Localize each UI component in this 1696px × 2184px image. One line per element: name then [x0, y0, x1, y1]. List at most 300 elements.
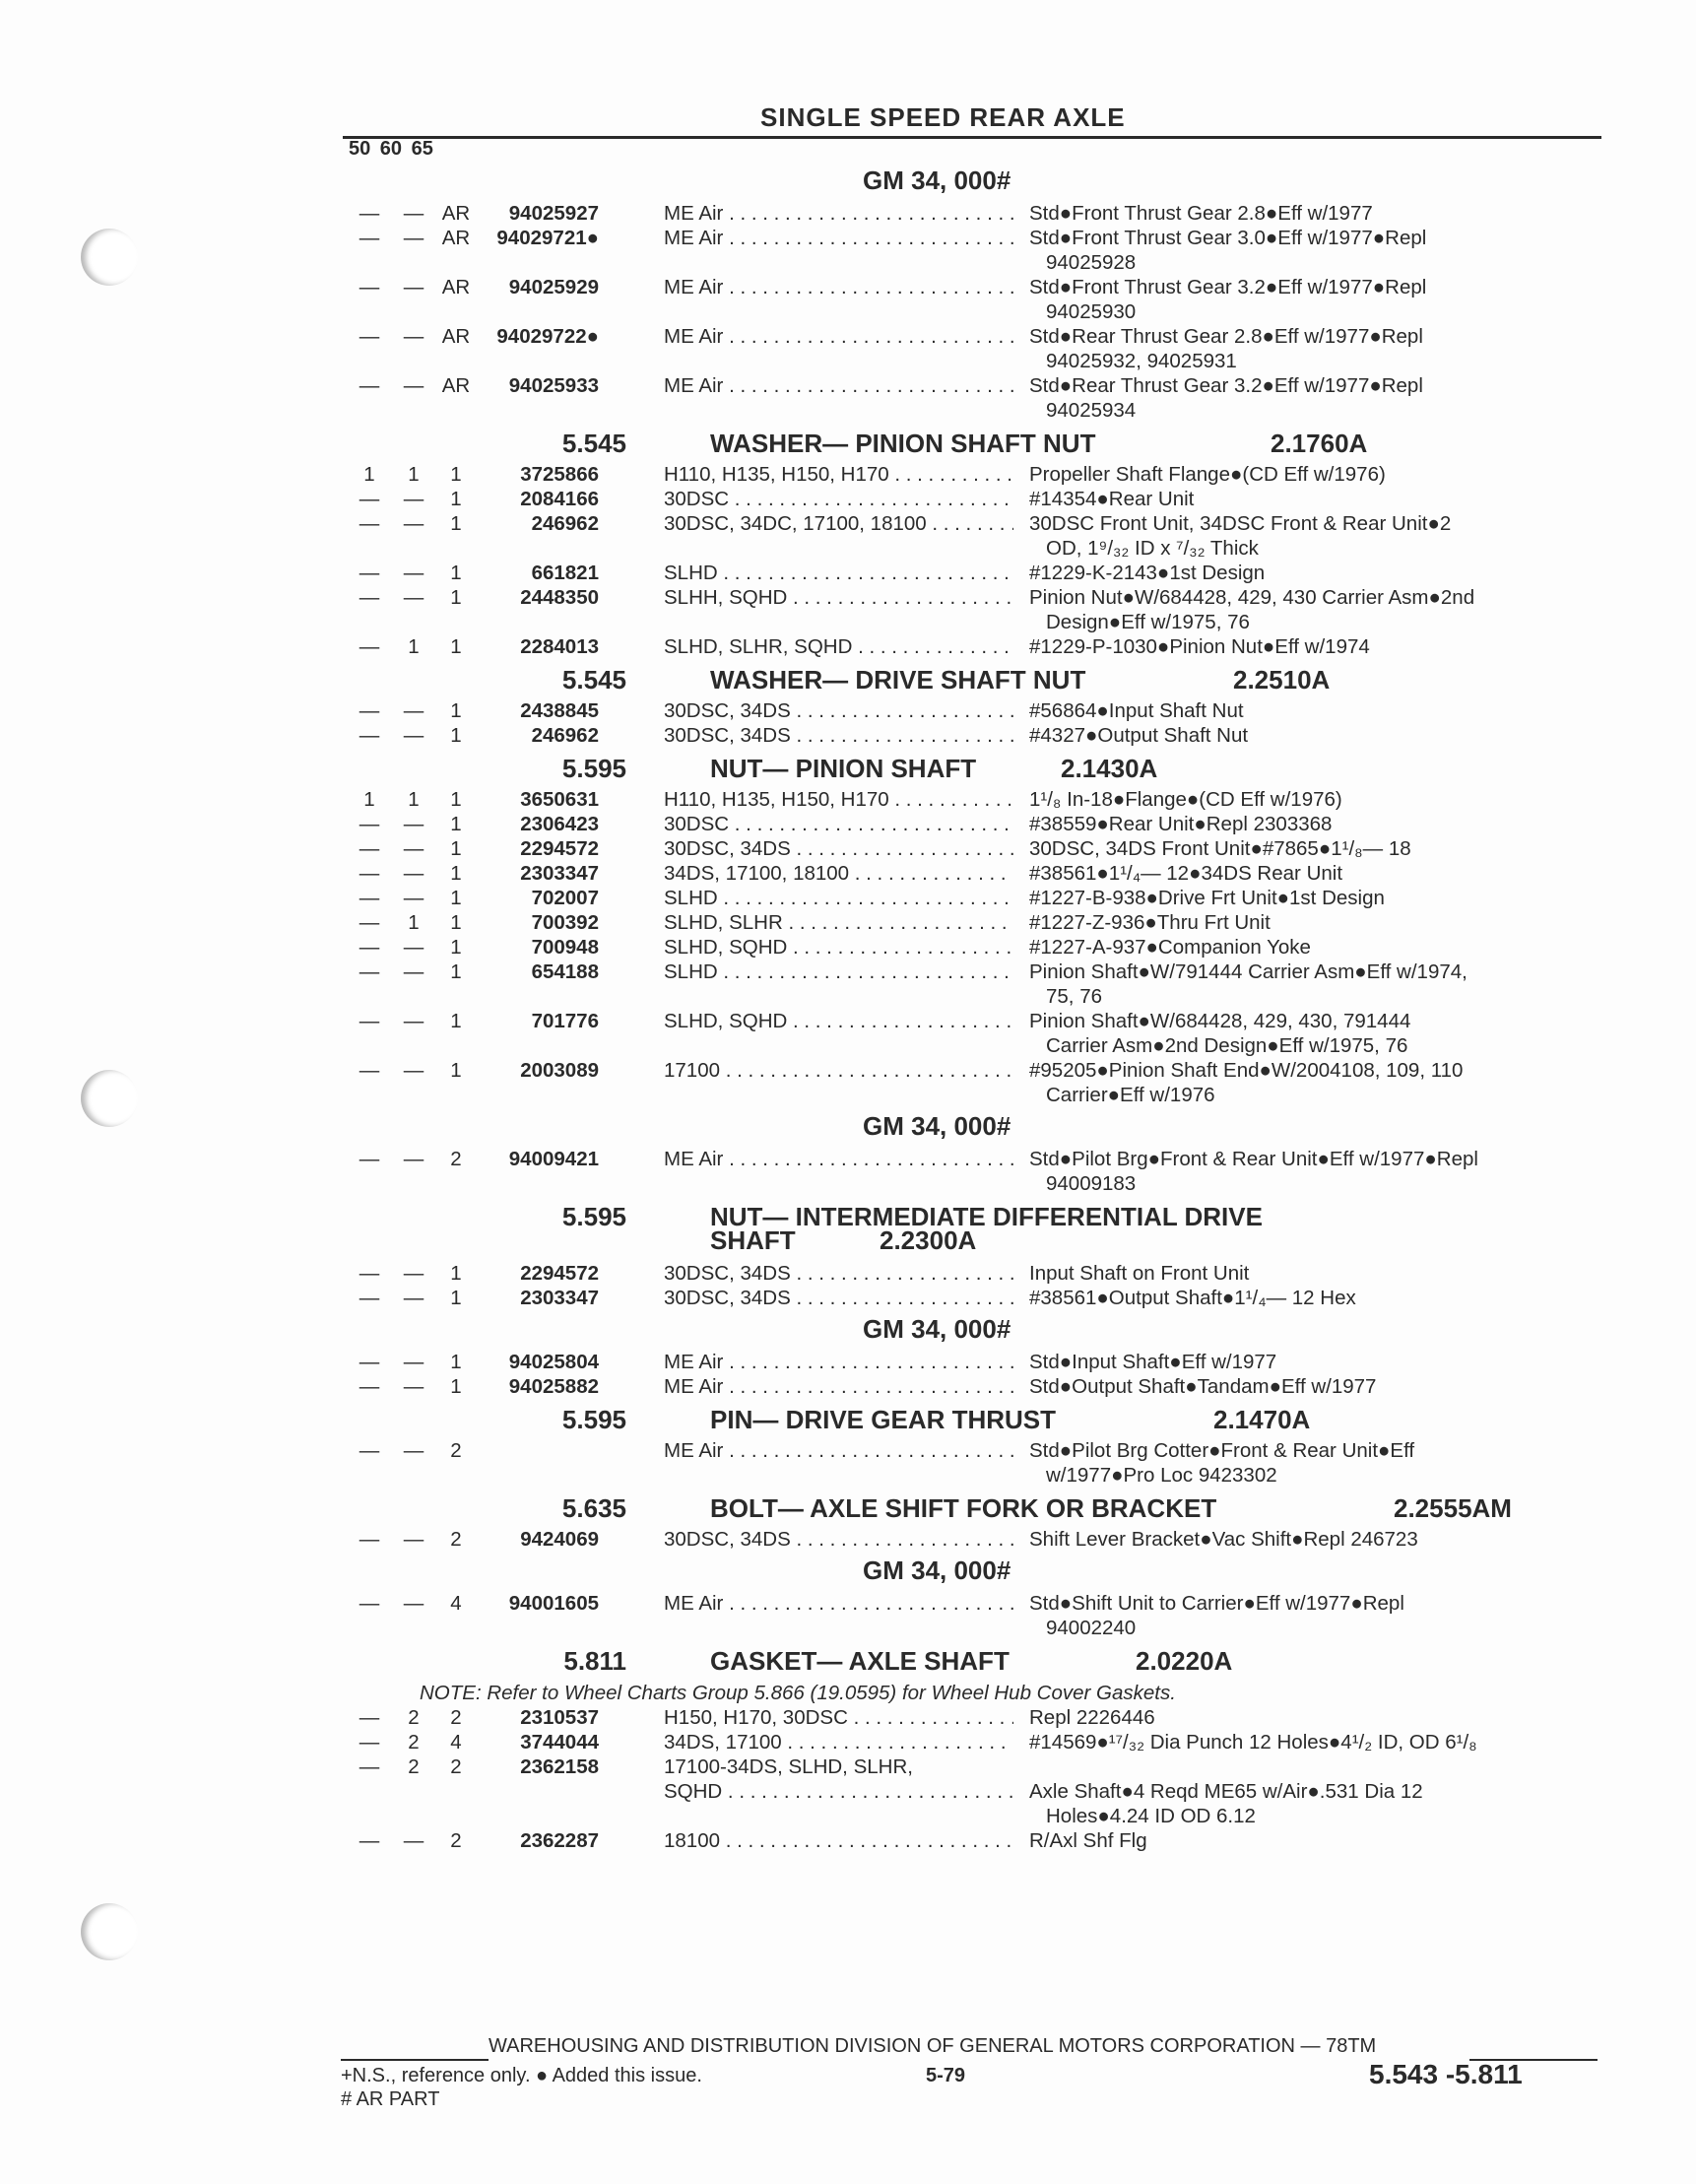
quantity-1: — [359, 960, 380, 983]
remarks-continuation [0, 349, 1696, 373]
quantity-2: — [403, 699, 424, 722]
quantity-2: 1 [408, 463, 420, 486]
remarks: 30DSC, 34DS Front Unit●#7865●1¹/₈— 18 [1029, 837, 1411, 860]
part-number: 9424069 [520, 1528, 599, 1551]
section-heading [0, 423, 1696, 462]
part-number: 2362158 [520, 1755, 599, 1778]
footer-division: WAREHOUSING AND DISTRIBUTION DIVISION OF GENERAL MOTORS CORPORATION — 78TM [489, 2035, 1377, 2057]
model-list: ME Air . . . [664, 1350, 1013, 1374]
table-row [0, 910, 1696, 935]
part-number: 702007 [531, 887, 599, 909]
part-number: 94009421 [508, 1148, 599, 1170]
quantity-1: — [359, 1059, 380, 1082]
part-number: 94001605 [508, 1592, 599, 1615]
quantity-2: — [403, 202, 424, 225]
section-number: 5.595 [561, 1202, 626, 1231]
section-heading [0, 748, 1696, 787]
page-number: 5-79 [926, 2065, 966, 2086]
model-list: SLHD, SLHR . . . [664, 910, 1013, 935]
quantity-3: AR [441, 227, 471, 249]
remarks: Shift Lever Bracket●Vac Shift●Repl 246723 [1029, 1528, 1418, 1551]
table-row [0, 1374, 1696, 1399]
model-list: ME Air . . . [664, 226, 1013, 250]
model-list: 30DSC, 34DS . . . [664, 1527, 1013, 1552]
quantity-2: — [403, 724, 424, 747]
remarks: #1227-Z-936●Thru Frt Unit [1029, 911, 1271, 934]
section-code: 2.0220A [1136, 1646, 1233, 1676]
quantity-3: 1 [450, 1010, 462, 1032]
remarks: 1¹/₈ In-18●Flange●(CD Eff w/1976) [1029, 788, 1342, 811]
model-list: 30DSC, 34DS . . . [664, 836, 1013, 861]
remarks: #38561●Output Shaft●1¹/₄— 12 Hex [1029, 1287, 1356, 1309]
quantity-1: — [359, 936, 380, 959]
quantity-1: 1 [363, 788, 375, 811]
part-number: 700948 [531, 936, 599, 959]
section-heading [0, 1488, 1696, 1527]
remarks: #1227-A-937●Companion Yoke [1029, 936, 1311, 959]
remarks-continuation-text: w/1977●Pro Loc 9423302 [1046, 1464, 1277, 1487]
remarks: Pinion Shaft●W/791444 Carrier Asm●Eff w/1974, [1029, 960, 1468, 983]
footer-legend-ar: # AR PART [341, 2088, 440, 2110]
part-number: 701776 [531, 1010, 599, 1032]
gm-heading [0, 1310, 1696, 1350]
model-list: SQHD . . . [664, 1779, 1013, 1804]
quantity-3: 1 [450, 1287, 462, 1309]
remarks-continuation-text: 94025934 [1046, 399, 1137, 422]
quantity-1: — [359, 635, 380, 658]
remarks: #1227-B-938●Drive Frt Unit●1st Design [1029, 887, 1385, 909]
part-number: 246962 [531, 512, 599, 535]
section-code: 2.2555AM [1394, 1493, 1512, 1523]
quantity-3: 1 [450, 813, 462, 835]
section-code: 2.1760A [1271, 429, 1368, 458]
table-row [0, 1147, 1696, 1171]
remarks-continuation-text: Carrier Asm●2nd Design●Eff w/1975, 76 [1046, 1034, 1408, 1057]
part-number: 2362287 [520, 1829, 599, 1852]
part-number: 2084166 [520, 488, 599, 510]
table-row [0, 787, 1696, 812]
quantity-3: 1 [450, 936, 462, 959]
page-title: SINGLE SPEED REAR AXLE [760, 102, 1126, 132]
part-number: 2303347 [520, 862, 599, 885]
remarks-continuation-text: 94002240 [1046, 1617, 1137, 1639]
remarks: Input Shaft on Front Unit [1029, 1262, 1250, 1285]
quantity-2: 2 [408, 1731, 420, 1754]
model-list: H150, H170, 30DSC . . . [664, 1705, 1013, 1730]
quantity-3: 1 [450, 699, 462, 722]
section-note [0, 1680, 1696, 1705]
part-number: 94025927 [508, 202, 599, 225]
gm-heading-text: GM 34, 000# [863, 1555, 1011, 1585]
part-number: 3725866 [520, 463, 599, 486]
table-row [0, 1730, 1696, 1754]
remarks-continuation-text: Holes●4.24 ID OD 6.12 [1046, 1805, 1256, 1827]
model-list: 17100 . . . [664, 1058, 1013, 1083]
remarks: Std●Front Thrust Gear 3.0●Eff w/1977●Repl [1029, 227, 1427, 249]
remarks: Std●Rear Thrust Gear 2.8●Eff w/1977●Repl [1029, 325, 1423, 348]
table-row [0, 1286, 1696, 1310]
remarks: #4327●Output Shaft Nut [1029, 724, 1249, 747]
remarks: Std●Shift Unit to Carrier●Eff w/1977●Repl [1029, 1592, 1404, 1615]
quantity-3: AR [441, 325, 471, 348]
remarks: 30DSC Front Unit, 34DSC Front & Rear Unit●2 [1029, 512, 1452, 535]
section-code: 2.2300A [880, 1225, 977, 1255]
table-row [0, 634, 1696, 659]
section-title: GASKET— AXLE SHAFT [710, 1646, 1010, 1676]
quantity-1: — [359, 837, 380, 860]
section-title: PIN— DRIVE GEAR THRUST [710, 1405, 1057, 1434]
remarks: #1229-K-2143●1st Design [1029, 562, 1266, 584]
remarks: Std●Output Shaft●Tandam●Eff w/1977 [1029, 1375, 1377, 1398]
model-list: ME Air . . . [664, 1591, 1013, 1616]
model-list: 30DSC, 34DS . . . [664, 1286, 1013, 1310]
quantity-1: — [359, 887, 380, 909]
table-row [0, 960, 1696, 984]
quantity-3: 2 [450, 1148, 462, 1170]
quantity-3: 1 [450, 837, 462, 860]
quantity-3: AR [441, 202, 471, 225]
table-row [0, 373, 1696, 398]
remarks: Axle Shaft●4 Reqd ME65 w/Air●.531 Dia 12 [1029, 1780, 1423, 1803]
quantity-1: — [359, 1287, 380, 1309]
section-title: NUT— INTERMEDIATE DIFFERENTIAL DRIVE [710, 1202, 1263, 1231]
remarks-continuation [0, 1616, 1696, 1640]
remarks-continuation-text: OD, 1⁹/₃₂ ID x ⁷/₃₂ Thick [1046, 537, 1259, 560]
quantity-3: 1 [450, 1059, 462, 1082]
remarks: Pinion Shaft●W/684428, 429, 430, 791444 [1029, 1010, 1411, 1032]
table-row [0, 1009, 1696, 1033]
quantity-3: AR [441, 276, 471, 298]
remarks-continuation [0, 1083, 1696, 1107]
remarks: #95205●Pinion Shaft End●W/2004108, 109, 110 [1029, 1059, 1464, 1082]
quantity-3: 2 [450, 1829, 462, 1852]
remarks-continuation-text: Design●Eff w/1975, 76 [1046, 611, 1250, 633]
model-list: 18100 . . . [664, 1828, 1013, 1853]
model-list: SLHD . . . [664, 561, 1013, 585]
table-row [0, 201, 1696, 226]
remarks: Std●Pilot Brg●Front & Rear Unit●Eff w/1977●Repl [1029, 1148, 1478, 1170]
remarks: Pinion Nut●W/684428, 429, 430 Carrier Asm●2nd [1029, 586, 1475, 609]
quantity-2: — [403, 276, 424, 298]
quantity-3: 1 [450, 887, 462, 909]
remarks-continuation [0, 299, 1696, 324]
table-row [0, 1705, 1696, 1730]
section-heading [0, 1399, 1696, 1438]
column-header: 50 60 65 [349, 138, 433, 160]
quantity-3: 2 [450, 1439, 462, 1462]
quantity-1: — [359, 1755, 380, 1778]
remarks-continuation [0, 1463, 1696, 1488]
quantity-1: — [359, 1351, 380, 1373]
quantity-2: — [403, 1148, 424, 1170]
model-list: 30DSC . . . [664, 487, 1013, 511]
model-list: 30DSC . . . [664, 812, 1013, 836]
quantity-1: — [359, 1439, 380, 1462]
part-number: 2003089 [520, 1059, 599, 1082]
table-row [0, 462, 1696, 487]
section-number: 5.595 [561, 1405, 626, 1434]
model-list: ME Air . . . [664, 1147, 1013, 1171]
part-number: 654188 [531, 960, 599, 983]
quantity-2: — [403, 325, 424, 348]
model-list: 34DS, 17100 . . . [664, 1730, 1013, 1754]
table-row [0, 511, 1696, 536]
gm-heading [0, 162, 1696, 201]
quantity-2: — [403, 488, 424, 510]
quantity-2: — [403, 1375, 424, 1398]
gm-heading-text: GM 34, 000# [863, 1314, 1011, 1344]
quantity-1: — [359, 227, 380, 249]
table-row [0, 1350, 1696, 1374]
part-number: 94029721● [496, 227, 599, 249]
gm-heading-text: GM 34, 000# [863, 1111, 1011, 1141]
part-number: 2448350 [520, 586, 599, 609]
model-list: ME Air . . . [664, 1374, 1013, 1399]
section-number: 5.811 [563, 1646, 626, 1676]
remarks-continuation [0, 1804, 1696, 1828]
page-range: 5.543 -5.811 [1369, 2059, 1523, 2089]
part-number: 2310537 [520, 1706, 599, 1729]
quantity-2: — [403, 837, 424, 860]
gm-heading [0, 1107, 1696, 1147]
quantity-2: — [403, 512, 424, 535]
quantity-1: — [359, 1375, 380, 1398]
table-row [0, 1779, 1696, 1804]
model-list: SLHD . . . [664, 960, 1013, 984]
model-list: ME Air . . . [664, 324, 1013, 349]
part-number: 246962 [531, 724, 599, 747]
quantity-3: 1 [450, 463, 462, 486]
model-list: ME Air . . . [664, 1438, 1013, 1463]
remarks-continuation-text: 94009183 [1046, 1172, 1137, 1195]
remarks: Std●Pilot Brg Cotter●Front & Rear Unit●Eff [1029, 1439, 1415, 1462]
title-rule [343, 136, 1601, 139]
table-row [0, 1261, 1696, 1286]
part-number: 94025933 [508, 374, 599, 397]
quantity-2: — [403, 1059, 424, 1082]
quantity-2: — [403, 1287, 424, 1309]
remarks: Repl 2226446 [1029, 1706, 1155, 1729]
model-list: 34DS, 17100, 18100 . . . [664, 861, 1013, 886]
quantity-2: — [403, 586, 424, 609]
quantity-1: — [359, 1528, 380, 1551]
table-row [0, 1828, 1696, 1853]
quantity-3: 2 [450, 1755, 462, 1778]
model-list: 30DSC, 34DC, 17100, 18100 . . . [664, 511, 1013, 536]
section-number: 5.545 [561, 665, 626, 695]
quantity-3: 1 [450, 635, 462, 658]
quantity-3: 1 [450, 562, 462, 584]
quantity-2: — [403, 936, 424, 959]
quantity-2: — [403, 227, 424, 249]
table-row [0, 723, 1696, 748]
model-list: SLHD, SQHD . . . [664, 935, 1013, 960]
quantity-3: 1 [450, 1262, 462, 1285]
quantity-1: — [359, 1148, 380, 1170]
table-row [0, 1754, 1696, 1779]
quantity-2: 2 [408, 1706, 420, 1729]
quantity-3: 1 [450, 960, 462, 983]
part-number: 94029722● [496, 325, 599, 348]
part-number: 94025882 [508, 1375, 599, 1398]
quantity-1: — [359, 1262, 380, 1285]
quantity-2: — [403, 1592, 424, 1615]
part-number: 2284013 [520, 635, 599, 658]
quantity-2: — [403, 1829, 424, 1852]
model-list: ME Air . . . [664, 275, 1013, 299]
model-list: SLHD, SLHR, SQHD . . . [664, 634, 1013, 659]
section-code: 2.1430A [1061, 754, 1158, 783]
remarks-continuation [0, 1171, 1696, 1196]
section-heading [0, 1640, 1696, 1680]
remarks: Std●Input Shaft●Eff w/1977 [1029, 1351, 1277, 1373]
remarks-continuation-text: 94025928 [1046, 251, 1137, 274]
remarks: R/Axl Shf Flg [1029, 1829, 1147, 1852]
model-list: ME Air . . . [664, 373, 1013, 398]
remarks-continuation [0, 984, 1696, 1009]
quantity-2: — [403, 960, 424, 983]
table-row [0, 275, 1696, 299]
part-number: 2294572 [520, 837, 599, 860]
remarks-continuation [0, 250, 1696, 275]
quantity-2: — [403, 887, 424, 909]
quantity-3: 2 [450, 1706, 462, 1729]
model-list: H110, H135, H150, H170 . . . [664, 787, 1013, 812]
quantity-1: — [359, 1010, 380, 1032]
part-number: 94025804 [508, 1351, 599, 1373]
section-title: BOLT— AXLE SHIFT FORK OR BRACKET [710, 1493, 1217, 1523]
quantity-1: — [359, 813, 380, 835]
quantity-3: 4 [450, 1731, 462, 1754]
section-title-line2: SHAFT [710, 1225, 796, 1255]
part-number: 661821 [531, 562, 599, 584]
table-row [0, 812, 1696, 836]
binder-hole-bottom [81, 1903, 138, 1960]
quantity-3: 1 [450, 586, 462, 609]
part-number: 94025929 [508, 276, 599, 298]
table-row [0, 836, 1696, 861]
gm-heading-text: GM 34, 000# [863, 165, 1011, 195]
quantity-1: — [359, 562, 380, 584]
quantity-3: 1 [450, 1375, 462, 1398]
remarks: Std●Front Thrust Gear 2.8●Eff w/1977 [1029, 202, 1373, 225]
parts-list [0, 162, 1696, 1853]
section-title: WASHER— DRIVE SHAFT NUT [710, 665, 1086, 695]
remarks: #38559●Rear Unit●Repl 2303368 [1029, 813, 1333, 835]
remarks: Propeller Shaft Flange●(CD Eff w/1976) [1029, 463, 1386, 486]
section-number: 5.545 [561, 429, 626, 458]
section-title: NUT— PINION SHAFT [710, 754, 977, 783]
quantity-2: 1 [408, 788, 420, 811]
quantity-2: — [403, 862, 424, 885]
model-list: SLHH, SQHD . . . [664, 585, 1013, 610]
part-number: 3650631 [520, 788, 599, 811]
quantity-3: AR [441, 374, 471, 397]
model-list: 17100-34DS, SLHD, SLHR, [664, 1755, 913, 1778]
quantity-2: — [403, 562, 424, 584]
footer-rule-left [341, 2059, 489, 2061]
table-row [0, 226, 1696, 250]
quantity-2: — [403, 1262, 424, 1285]
remarks-continuation-text: 75, 76 [1046, 985, 1102, 1008]
section-heading [0, 1196, 1696, 1261]
quantity-3: 1 [450, 1351, 462, 1373]
quantity-3: 4 [450, 1592, 462, 1615]
part-number: 700392 [531, 911, 599, 934]
remarks: #14354●Rear Unit [1029, 488, 1195, 510]
quantity-2: — [403, 813, 424, 835]
quantity-1: — [359, 374, 380, 397]
quantity-3: 1 [450, 488, 462, 510]
table-row [0, 561, 1696, 585]
section-number: 5.595 [561, 754, 626, 783]
quantity-1: — [359, 699, 380, 722]
section-note-text: NOTE: Refer to Wheel Charts Group 5.866 (19.0595) for Wheel Hub Cover Gaskets. [420, 1682, 1176, 1704]
quantity-1: — [359, 325, 380, 348]
remarks-continuation [0, 536, 1696, 561]
quantity-1: — [359, 911, 380, 934]
quantity-2: — [403, 1351, 424, 1373]
quantity-1: — [359, 1592, 380, 1615]
table-row [0, 861, 1696, 886]
quantity-3: 1 [450, 724, 462, 747]
quantity-1: — [359, 586, 380, 609]
remarks-continuation [0, 1033, 1696, 1058]
quantity-3: 1 [450, 788, 462, 811]
quantity-3: 1 [450, 911, 462, 934]
remarks-continuation-text: 94025930 [1046, 300, 1137, 323]
quantity-1: — [359, 724, 380, 747]
remarks: #38561●1¹/₄— 12●34DS Rear Unit [1029, 862, 1343, 885]
quantity-1: — [359, 202, 380, 225]
section-heading [0, 659, 1696, 698]
remarks-continuation [0, 398, 1696, 423]
table-row [0, 1591, 1696, 1616]
remarks-continuation-text: Carrier●Eff w/1976 [1046, 1084, 1215, 1106]
section-number: 5.635 [561, 1493, 626, 1523]
quantity-2: — [403, 1010, 424, 1032]
quantity-1: 1 [363, 463, 375, 486]
quantity-1: — [359, 1731, 380, 1754]
quantity-2: 2 [408, 1755, 420, 1778]
part-number: 3744044 [520, 1731, 599, 1754]
table-row [0, 886, 1696, 910]
table-row [0, 585, 1696, 610]
quantity-2: — [403, 1439, 424, 1462]
remarks-continuation-text: 94025932, 94025931 [1046, 350, 1237, 372]
quantity-2: — [403, 374, 424, 397]
table-row [0, 1438, 1696, 1463]
remarks: Std●Front Thrust Gear 3.2●Eff w/1977●Repl [1029, 276, 1427, 298]
section-code: 2.2510A [1233, 665, 1331, 695]
quantity-2: 1 [408, 911, 420, 934]
remarks-continuation [0, 610, 1696, 634]
remarks: #1229-P-1030●Pinion Nut●Eff w/1974 [1029, 635, 1370, 658]
table-row [0, 487, 1696, 511]
part-number: 2306423 [520, 813, 599, 835]
quantity-1: — [359, 488, 380, 510]
quantity-1: — [359, 512, 380, 535]
part-number: 2303347 [520, 1287, 599, 1309]
quantity-1: — [359, 276, 380, 298]
model-list: SLHD . . . [664, 886, 1013, 910]
table-row [0, 1527, 1696, 1552]
model-list: 30DSC, 34DS . . . [664, 723, 1013, 748]
part-number: 2438845 [520, 699, 599, 722]
gm-heading [0, 1552, 1696, 1591]
model-list: ME Air . . . [664, 201, 1013, 226]
quantity-2: 1 [408, 635, 420, 658]
